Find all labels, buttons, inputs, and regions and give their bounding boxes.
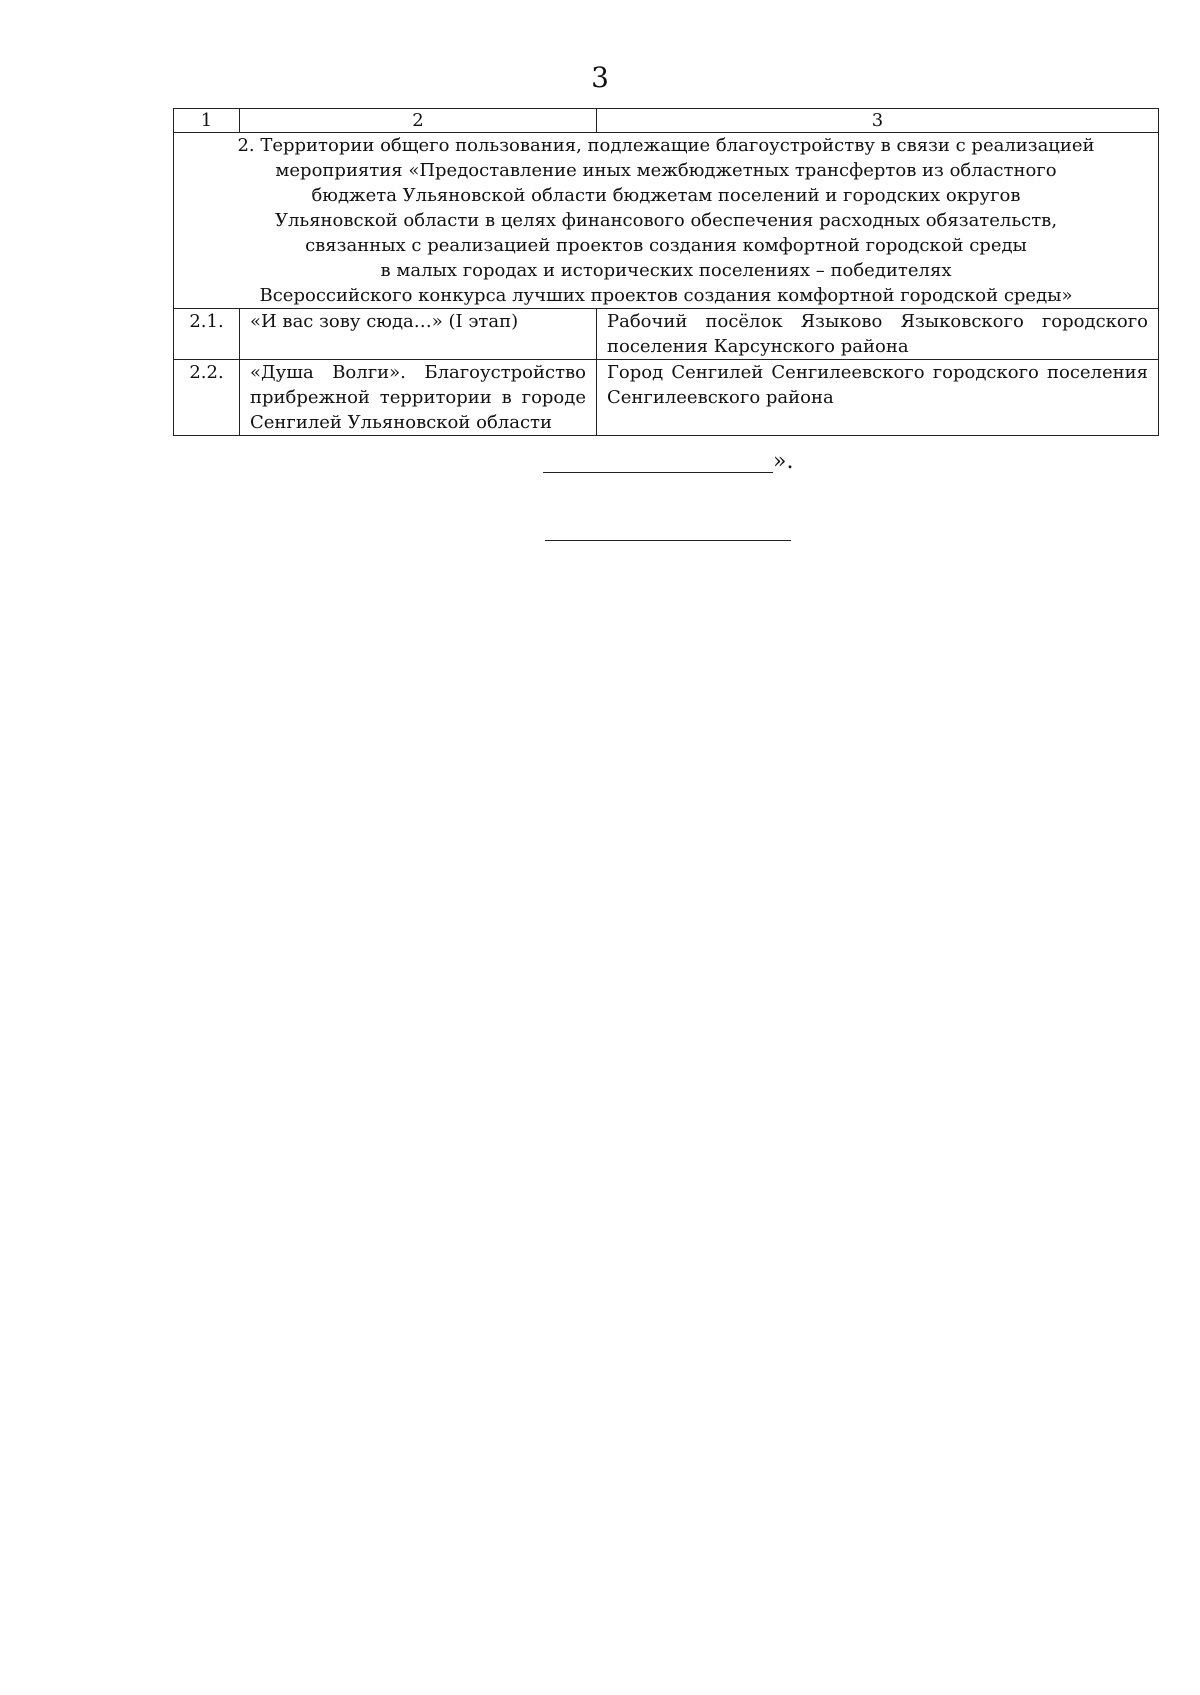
section-title-line: Ульяновской области в целях финансового обеспечения расходных обязательств, [274,210,1058,231]
row-number: 2.2. [174,360,240,436]
section-title-line: связанных с реализацией проектов создания комфортной городской среды [305,235,1027,256]
section-title-line: мероприятия «Предоставление иных межбюджетных трансфертов из областного [275,160,1057,181]
table-row [174,309,1159,360]
territory-location: Рабочий посёлок Языково Языковского городского поселения Карсунского района [597,309,1159,360]
closing-underline [543,448,773,473]
page-number: 3 [591,61,609,94]
table-header-row [174,109,1159,133]
section-title-line: в малых городах и исторических поселениях – победителях [380,260,952,281]
closing-mark: ». [773,449,794,474]
row-number: 2.1. [174,309,240,360]
section-title-row [174,133,1159,309]
header-cell-2: 2 [240,109,597,133]
section-title-line: 2. Территории общего пользования, подлежащие благоустройству в связи с реализацией [237,135,1095,156]
section-title-line: бюджета Ульяновской области бюджетам поселений и городских округов [311,185,1021,206]
section-title-line: Всероссийского конкурса лучших проектов создания комфортной городской среды» [259,285,1073,306]
territories-table [173,108,1159,436]
section-title [174,133,1159,309]
end-divider [545,540,791,541]
table-row [174,360,1159,436]
header-cell-1: 1 [174,109,240,133]
header-cell-3: 3 [597,109,1159,133]
territory-name: «Душа Волги». Благоустройство прибрежной территории в городе Сенгилей Ульяновской области [240,360,597,436]
territory-name: «И вас зову сюда…» (I этап) [240,309,597,360]
territory-location: Город Сенгилей Сенгилеевского городского поселения Сенгилеевского района [597,360,1159,436]
